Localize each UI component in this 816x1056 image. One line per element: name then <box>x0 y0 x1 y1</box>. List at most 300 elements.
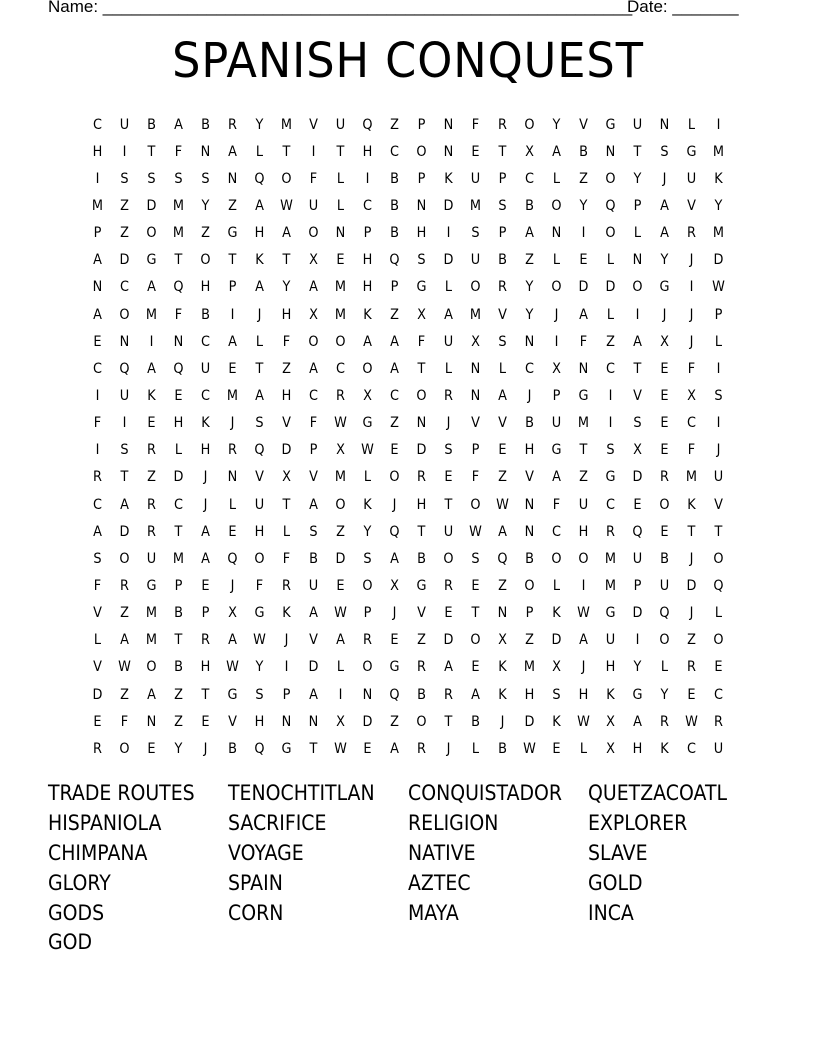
grid-letter: O <box>335 496 346 513</box>
grid-letter: I <box>338 686 343 703</box>
word-list <box>48 779 768 958</box>
grid-letter: Z <box>498 469 507 486</box>
grid-letter: J <box>662 170 667 187</box>
grid-letter: Y <box>525 306 534 323</box>
grid-letter: C <box>93 116 102 133</box>
grid-letter: S <box>120 170 129 187</box>
grid-letter: K <box>363 306 372 323</box>
grid-letter: E <box>201 577 210 594</box>
grid-letter: G <box>605 605 616 622</box>
grid-letter: E <box>336 252 345 269</box>
grid-letter: A <box>93 252 102 269</box>
grid-letter: W <box>334 415 347 432</box>
grid-letter: F <box>174 306 183 323</box>
grid-letter: T <box>336 143 345 160</box>
grid-letter: N <box>632 252 643 269</box>
grid-letter: A <box>309 360 318 377</box>
grid-letter: P <box>174 577 183 594</box>
grid-letter: H <box>200 659 211 676</box>
grid-letter: R <box>687 659 696 676</box>
grid-letter: B <box>417 686 426 703</box>
grid-letter: H <box>524 442 535 459</box>
grid-letter: A <box>309 279 318 296</box>
grid-letter: A <box>309 605 318 622</box>
grid-letter: T <box>282 143 291 160</box>
grid-letter: N <box>605 143 616 160</box>
grid-letter: O <box>362 360 373 377</box>
grid-letter: H <box>578 523 589 540</box>
grid-letter: X <box>552 659 561 676</box>
grid-letter: O <box>254 550 265 567</box>
grid-letter: L <box>714 605 723 622</box>
grid-letter: A <box>93 306 102 323</box>
grid-letter: O <box>416 713 427 730</box>
grid-letter: K <box>687 496 696 513</box>
grid-letter: A <box>93 523 102 540</box>
grid-letter: D <box>362 713 373 730</box>
grid-letter: Z <box>606 333 615 350</box>
grid-letter: R <box>444 577 453 594</box>
grid-letter: L <box>336 197 345 214</box>
grid-letter: K <box>255 252 264 269</box>
grid-letter: H <box>632 740 643 757</box>
grid-letter: S <box>471 225 480 242</box>
grid-letter: P <box>93 225 102 242</box>
grid-letter: I <box>446 225 451 242</box>
grid-letter: D <box>632 469 643 486</box>
grid-letter: N <box>308 713 319 730</box>
grid-letter: H <box>281 387 292 404</box>
grid-letter: U <box>632 550 643 567</box>
word-list-item: EXPLORER <box>588 810 688 835</box>
grid-letter: I <box>311 143 316 160</box>
grid-letter: U <box>335 116 346 133</box>
grid-letter: O <box>713 550 724 567</box>
grid-letter: M <box>685 469 698 486</box>
grid-letter: C <box>525 360 534 377</box>
grid-letter: A <box>444 659 453 676</box>
grid-letter: A <box>498 523 507 540</box>
grid-letter: F <box>309 415 318 432</box>
grid-letter: M <box>334 279 347 296</box>
grid-letter: U <box>470 252 481 269</box>
grid-letter: S <box>498 333 507 350</box>
grid-letter: Y <box>579 197 588 214</box>
grid-letter: E <box>498 442 507 459</box>
grid-letter: V <box>309 469 318 486</box>
grid-letter: D <box>173 469 184 486</box>
grid-letter: I <box>581 577 586 594</box>
grid-letter: E <box>363 740 372 757</box>
grid-letter: T <box>444 496 453 513</box>
word-list-item: SPAIN <box>228 870 283 895</box>
grid-letter: O <box>146 225 157 242</box>
grid-letter: P <box>417 170 426 187</box>
grid-letter: G <box>686 143 697 160</box>
grid-letter: X <box>336 713 345 730</box>
grid-letter: F <box>282 333 291 350</box>
grid-letter: Z <box>390 116 399 133</box>
grid-letter: W <box>226 659 239 676</box>
grid-letter: G <box>416 279 427 296</box>
grid-letter: D <box>281 442 292 459</box>
grid-letter: V <box>93 605 102 622</box>
grid-letter: X <box>336 442 345 459</box>
grid-letter: L <box>444 279 453 296</box>
grid-letter: J <box>689 550 694 567</box>
grid-letter: P <box>525 605 534 622</box>
grid-letter: Y <box>714 197 723 214</box>
grid-letter: I <box>716 360 721 377</box>
grid-letter: S <box>660 143 669 160</box>
grid-letter: M <box>469 306 482 323</box>
grid-letter: A <box>660 225 669 242</box>
grid-letter: C <box>309 387 318 404</box>
grid-letter: S <box>309 523 318 540</box>
grid-letter: L <box>282 523 291 540</box>
grid-letter: F <box>417 333 426 350</box>
grid-letter: D <box>443 632 454 649</box>
grid-letter: S <box>417 252 426 269</box>
grid-letter: E <box>471 143 480 160</box>
word-list-item: CHIMPANA <box>48 840 148 865</box>
grid-letter: G <box>416 577 427 594</box>
grid-letter: E <box>147 740 156 757</box>
grid-letter: I <box>581 225 586 242</box>
grid-letter: U <box>659 577 670 594</box>
grid-letter: Y <box>255 659 264 676</box>
grid-letter: A <box>255 279 264 296</box>
grid-letter: L <box>660 659 669 676</box>
grid-letter: J <box>446 415 451 432</box>
grid-letter: O <box>605 225 616 242</box>
grid-letter: X <box>282 469 291 486</box>
grid-letter: O <box>146 659 157 676</box>
grid-letter: D <box>443 197 454 214</box>
grid-letter: K <box>552 713 561 730</box>
grid-letter: V <box>471 415 480 432</box>
grid-letter: O <box>605 170 616 187</box>
grid-letter: L <box>606 252 615 269</box>
grid-letter: Y <box>255 116 264 133</box>
grid-letter: Q <box>632 523 643 540</box>
grid-letter: N <box>551 225 562 242</box>
word-list-item: GLORY <box>48 870 111 895</box>
grid-letter: Q <box>119 360 130 377</box>
grid-letter: M <box>334 469 347 486</box>
grid-letter: W <box>280 197 293 214</box>
word-list-item: RELIGION <box>408 810 499 835</box>
grid-letter: G <box>227 686 238 703</box>
grid-letter: V <box>93 659 102 676</box>
grid-letter: W <box>361 442 374 459</box>
grid-letter: L <box>336 659 345 676</box>
grid-letter: X <box>660 333 669 350</box>
grid-letter: S <box>714 387 723 404</box>
grid-letter: Q <box>389 523 400 540</box>
grid-letter: E <box>228 523 237 540</box>
grid-letter: N <box>92 279 103 296</box>
grid-letter: D <box>92 686 103 703</box>
word-list-item: TRADE ROUTES <box>48 781 195 805</box>
grid-letter: J <box>689 306 694 323</box>
grid-letter: U <box>254 496 265 513</box>
grid-letter: N <box>335 225 346 242</box>
grid-letter: L <box>93 632 102 649</box>
grid-letter: T <box>417 360 426 377</box>
grid-letter: V <box>228 713 237 730</box>
grid-letter: M <box>334 306 347 323</box>
word-list-item: VOYAGE <box>228 840 304 865</box>
grid-letter: R <box>714 713 723 730</box>
grid-letter: A <box>444 306 453 323</box>
grid-letter: E <box>390 632 399 649</box>
grid-letter: K <box>498 686 507 703</box>
grid-letter: A <box>255 197 264 214</box>
grid-letter: T <box>417 523 426 540</box>
grid-letter: D <box>119 252 130 269</box>
grid-letter: B <box>174 605 183 622</box>
grid-letter: E <box>660 387 669 404</box>
grid-letter: B <box>390 170 399 187</box>
grid-letter: L <box>471 740 480 757</box>
grid-letter: O <box>119 550 130 567</box>
grid-letter: U <box>713 469 724 486</box>
grid-letter: G <box>551 442 562 459</box>
grid-letter: S <box>498 197 507 214</box>
grid-letter: J <box>689 605 694 622</box>
grid-letter: O <box>362 577 373 594</box>
grid-letter: L <box>552 252 561 269</box>
grid-letter: V <box>282 415 291 432</box>
grid-letter: N <box>227 469 238 486</box>
grid-letter: S <box>606 442 615 459</box>
grid-letter: M <box>172 197 185 214</box>
grid-letter: W <box>685 713 698 730</box>
grid-letter: R <box>363 632 372 649</box>
grid-letter: Y <box>633 170 642 187</box>
grid-letter: Z <box>390 306 399 323</box>
grid-letter: B <box>201 116 210 133</box>
grid-letter: W <box>577 605 590 622</box>
grid-letter: R <box>201 632 210 649</box>
grid-letter: Q <box>497 550 508 567</box>
word-list-item: HISPANIOLA <box>48 810 162 835</box>
grid-letter: W <box>523 740 536 757</box>
grid-letter: U <box>443 333 454 350</box>
grid-letter: A <box>525 225 534 242</box>
grid-letter: M <box>604 577 617 594</box>
grid-letter: C <box>93 496 102 513</box>
name-field-label: Name: ________________________________________________________ <box>48 0 633 16</box>
grid-letter: N <box>470 387 481 404</box>
grid-letter: L <box>174 442 183 459</box>
grid-letter: I <box>716 116 721 133</box>
grid-letter: M <box>280 116 293 133</box>
grid-letter: T <box>444 713 453 730</box>
grid-letter: I <box>149 333 154 350</box>
grid-letter: M <box>604 550 617 567</box>
grid-letter: X <box>228 605 237 622</box>
grid-letter: L <box>228 496 237 513</box>
grid-letter: H <box>173 415 184 432</box>
grid-letter: K <box>282 605 291 622</box>
grid-letter: X <box>390 577 399 594</box>
grid-letter: O <box>119 306 130 323</box>
grid-letter: P <box>714 306 723 323</box>
word-list-item: TENOCHTITLAN <box>228 781 375 805</box>
grid-letter: E <box>714 659 723 676</box>
grid-letter: D <box>578 279 589 296</box>
grid-letter: C <box>390 387 399 404</box>
grid-letter: L <box>336 170 345 187</box>
grid-letter: E <box>552 740 561 757</box>
word-list-item: GOLD <box>588 870 643 895</box>
grid-letter: R <box>417 469 426 486</box>
grid-letter: H <box>200 279 211 296</box>
grid-letter: M <box>145 605 158 622</box>
word-list-item: QUETZACOATL <box>588 781 728 805</box>
grid-letter: H <box>605 659 616 676</box>
grid-letter: B <box>525 415 534 432</box>
grid-letter: F <box>120 713 129 730</box>
grid-letter: E <box>660 442 669 459</box>
grid-letter: T <box>633 360 642 377</box>
grid-letter: B <box>498 252 507 269</box>
grid-letter: H <box>200 442 211 459</box>
grid-letter: N <box>524 496 535 513</box>
grid-letter: R <box>147 523 156 540</box>
grid-letter: R <box>444 686 453 703</box>
grid-letter: O <box>470 279 481 296</box>
grid-letter: E <box>660 415 669 432</box>
grid-letter: E <box>147 415 156 432</box>
grid-letter: D <box>605 279 616 296</box>
word-list-item: GOD <box>48 930 93 955</box>
grid-letter: H <box>362 143 373 160</box>
word-list-item: SACRIFICE <box>228 810 327 835</box>
grid-letter: A <box>120 632 129 649</box>
grid-letter: J <box>689 252 694 269</box>
grid-letter: Z <box>201 225 210 242</box>
page-title: SPANISH CONQUEST <box>172 33 644 89</box>
grid-letter: V <box>309 116 318 133</box>
grid-letter: X <box>417 306 426 323</box>
grid-letter: C <box>390 143 399 160</box>
grid-letter: B <box>147 116 156 133</box>
grid-letter: F <box>552 496 561 513</box>
grid-letter: K <box>147 387 156 404</box>
grid-letter: V <box>255 469 264 486</box>
grid-letter: G <box>605 469 616 486</box>
grid-letter: E <box>336 577 345 594</box>
grid-letter: J <box>500 713 505 730</box>
grid-letter: T <box>309 740 318 757</box>
grid-letter: N <box>362 686 373 703</box>
grid-letter: U <box>308 197 319 214</box>
grid-letter: D <box>119 523 130 540</box>
grid-letter: A <box>147 686 156 703</box>
grid-letter: Z <box>174 686 183 703</box>
date-field-label: Date: _______ <box>627 0 739 16</box>
grid-letter: H <box>578 686 589 703</box>
grid-letter: R <box>282 577 291 594</box>
grid-letter: B <box>228 740 237 757</box>
grid-letter: A <box>579 306 588 323</box>
grid-letter: L <box>714 333 723 350</box>
grid-letter: J <box>203 469 208 486</box>
grid-letter: J <box>662 306 667 323</box>
grid-letter: U <box>443 523 454 540</box>
grid-letter: A <box>228 333 237 350</box>
grid-letter: I <box>95 170 100 187</box>
grid-letter: A <box>660 197 669 214</box>
grid-letter: R <box>417 659 426 676</box>
grid-letter: X <box>471 333 480 350</box>
grid-letter: T <box>687 523 696 540</box>
grid-letter: D <box>443 252 454 269</box>
grid-letter: E <box>390 442 399 459</box>
grid-letter: O <box>551 550 562 567</box>
grid-letter: R <box>660 713 669 730</box>
grid-letter: N <box>659 116 670 133</box>
grid-letter: N <box>578 360 589 377</box>
grid-letter: U <box>605 632 616 649</box>
grid-letter: A <box>390 360 399 377</box>
word-list-item: CONQUISTADOR <box>408 781 563 805</box>
grid-letter: G <box>227 225 238 242</box>
grid-letter: T <box>228 252 237 269</box>
grid-letter: D <box>551 632 562 649</box>
grid-letter: I <box>689 279 694 296</box>
grid-letter: P <box>363 605 372 622</box>
grid-letter: O <box>470 496 481 513</box>
word-list-item: MAYA <box>408 900 459 925</box>
grid-letter: N <box>146 713 157 730</box>
grid-letter: O <box>578 550 589 567</box>
grid-letter: U <box>200 360 211 377</box>
grid-letter: E <box>633 496 642 513</box>
grid-letter: R <box>660 469 669 486</box>
grid-letter: G <box>659 279 670 296</box>
grid-letter: Y <box>282 279 291 296</box>
grid-letter: T <box>579 442 588 459</box>
grid-letter: R <box>147 496 156 513</box>
grid-letter: B <box>417 550 426 567</box>
grid-letter: H <box>281 306 292 323</box>
grid-letter: A <box>552 143 561 160</box>
grid-letter: N <box>524 523 535 540</box>
grid-letter: P <box>228 279 237 296</box>
grid-letter: K <box>552 605 561 622</box>
grid-letter: N <box>119 333 130 350</box>
grid-letter: O <box>659 496 670 513</box>
grid-letter: G <box>254 605 265 622</box>
grid-letter: G <box>146 252 157 269</box>
grid-letter: C <box>525 170 534 187</box>
grid-letter: L <box>498 360 507 377</box>
grid-letter: T <box>174 252 183 269</box>
grid-letter: E <box>201 713 210 730</box>
grid-letter: B <box>498 740 507 757</box>
grid-letter: Z <box>525 632 534 649</box>
grid-letter: O <box>713 632 724 649</box>
grid-letter: T <box>633 143 642 160</box>
grid-letter: F <box>579 333 588 350</box>
grid-letter: J <box>527 387 532 404</box>
grid-letter: L <box>552 170 561 187</box>
grid-letter: K <box>363 496 372 513</box>
